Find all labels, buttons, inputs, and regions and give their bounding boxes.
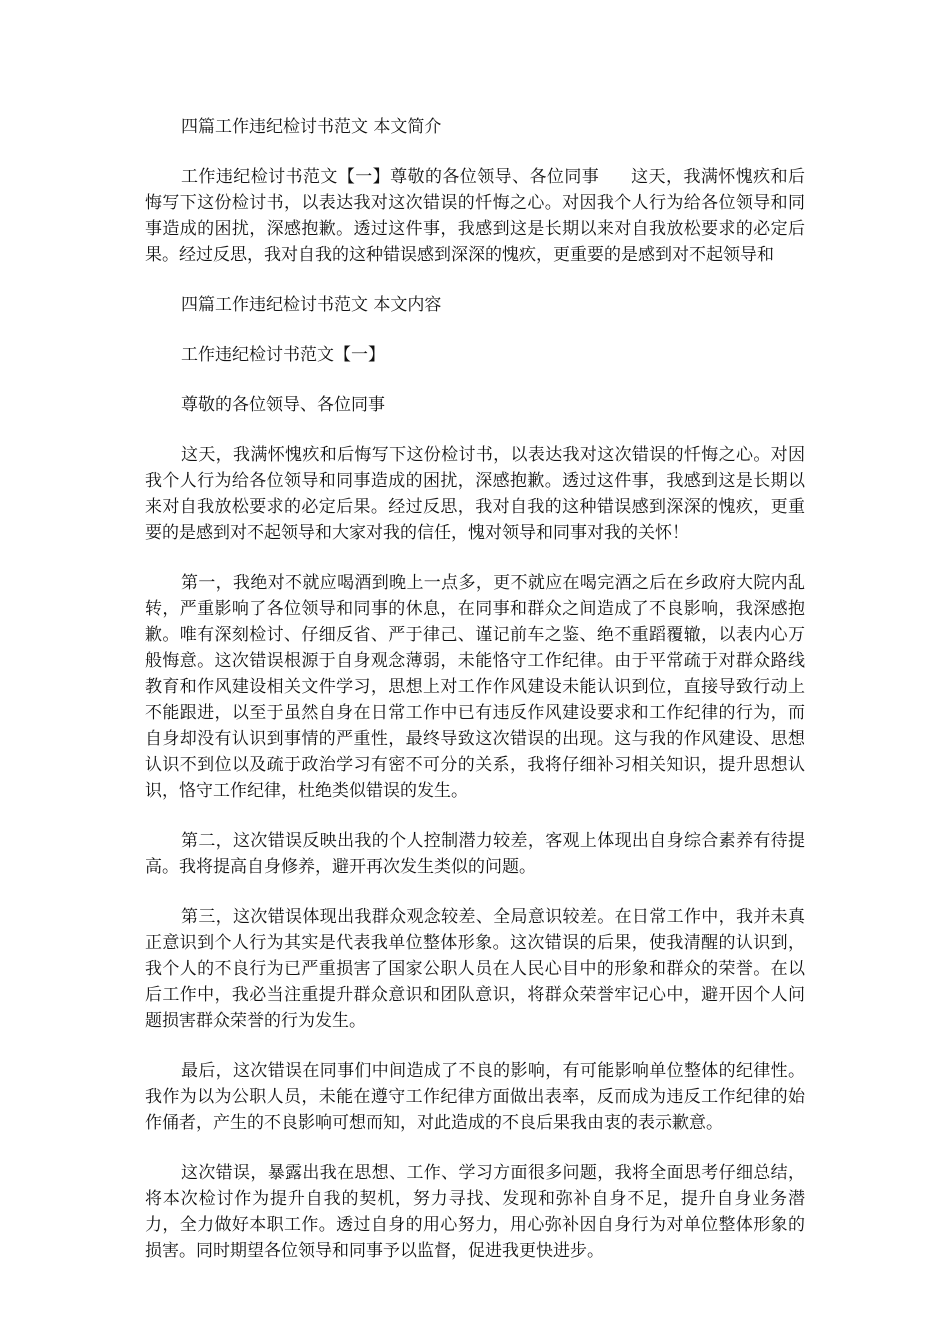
intro-heading: 四篇工作违纪检讨书范文 本文简介 xyxy=(181,117,442,137)
document-body xyxy=(145,114,805,1288)
body-paragraph: 第三，这次错误体现出我群众观念较差、全局意识较差。在日常工作中，我并未真正意识到个人行为其实是代表我单位整体形象。这次错误的后果，使我清醒的认识到，我个人的不良行为已严重损害了国家公职人员在人民心目中的形象和群众的荣誉。在以后工作中，我必当注重提升群众意识和团队意识，将群众荣誉牢记心中，避开因个人问题损害群众荣誉的行为发生。 xyxy=(145,907,805,1031)
body-paragraph: 第二，这次错误反映出我的个人控制潜力较差，客观上体现出自身综合素养有待提高。我将提高自身修养，避开再次发生类似的问题。 xyxy=(145,831,805,877)
salutation: 尊敬的各位领导、各位同事 xyxy=(181,395,385,415)
body-paragraph: 最后，这次错误在同事们中间造成了不良的影响，有可能影响单位整体的纪律性。我作为以为公职人员，未能在遵守工作纪律方面做出表率，反而成为违反工作纪律的始作俑者，产生的不良影响可想而知，对此造成的不良后果我由衷的表示歉意。 xyxy=(145,1061,805,1133)
content-heading: 四篇工作违纪检讨书范文 本文内容 xyxy=(181,295,442,315)
sample-title: 工作违纪检讨书范文【一】 xyxy=(181,345,385,365)
body-paragraph: 这天，我满怀愧疚和后悔写下这份检讨书，以表达我对这次错误的忏悔之心。对因我个人行为给各位领导和同事造成的困扰，深感抱歉。透过这件事，我感到这是长期以来对自我放松要求的必定后果。经过反思，我对自我的这种错误感到深深的愧疚，更重要的是感到对不起领导和大家对我的信任，愧对领导和同事对我的关怀！ xyxy=(145,445,805,543)
intro-summary: 工作违纪检讨书范文【一】尊敬的各位领导、各位同事 这天，我满怀愧疚和后悔写下这份检讨书，以表达我对这次错误的忏悔之心。对因我个人行为给各位领导和同事造成的困扰，深感抱歉。透过这件事，我感到这是长期以来对自我放松要求的必定后果。经过反思，我对自我的这种错误感到深深的愧疚，更重要的是感到对不起领导和 xyxy=(145,167,805,265)
body-paragraph: 第一，我绝对不就应喝酒到晚上一点多，更不就应在喝完酒之后在乡政府大院内乱转，严重影响了各位领导和同事的休息，在同事和群众之间造成了不良影响，我深感抱歉。唯有深刻检讨、仔细反省、严于律己、谨记前车之鉴、绝不重蹈覆辙，以表内心万般悔意。这次错误根源于自身观念薄弱，未能恪守工作纪律。由于平常疏于对群众路线教育和作风建设相关文件学习，思想上对工作作风建设未能认识到位，直接导致行动上不能跟进，以至于虽然自身在日常工作中已有违反作风建设要求和工作纪律的行为，而自身却没有认识到事情的严重性，最终导致这次错误的出现。这与我的作风建设、思想认识不到位以及疏于政治学习有密不可分的关系，我将仔细补习相关知识，提升思想认识，恪守工作纪律，杜绝类似错误的发生。 xyxy=(145,573,805,801)
body-paragraph: 这次错误，暴露出我在思想、工作、学习方面很多问题，我将全面思考仔细总结，将本次检讨作为提升自我的契机，努力寻找、发现和弥补自身不足，提升自身业务潜力，全力做好本职工作。透过自身的用心努力，用心弥补因自身行为对单位整体形象的损害。同时期望各位领导和同事予以监督，促进我更快进步。 xyxy=(145,1163,805,1261)
